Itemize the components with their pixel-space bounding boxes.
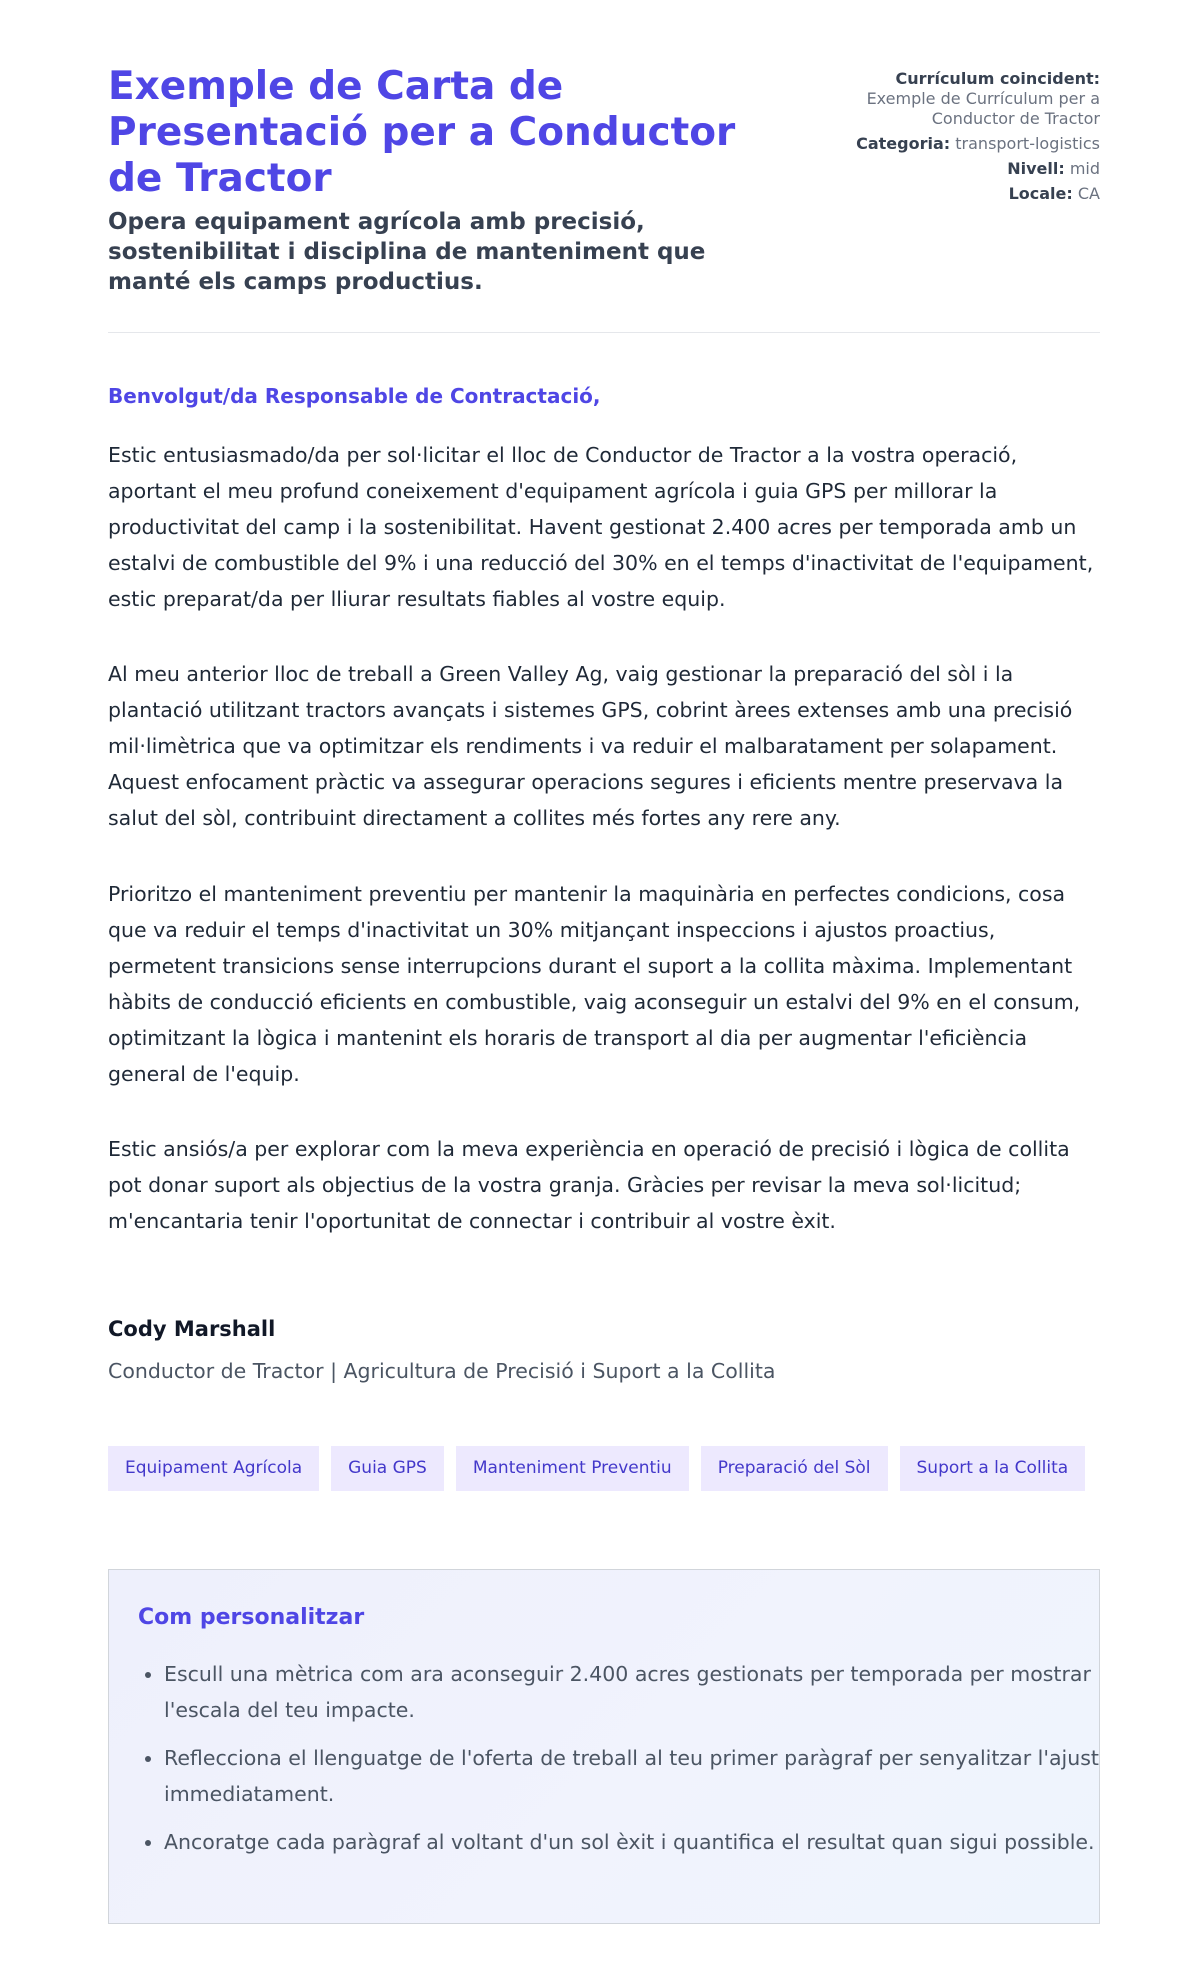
tip-item: • Escull una mètrica com ara aconseguir 2.400 acres gestionats per temporada per mostrar l'escala del teu impacte. [164,1656,1099,1728]
locale-value: CA [1077,184,1100,203]
matching-resume-title: Exemple de Currículum per a Conductor de Tractor [866,89,1100,128]
skill-tag: Guia GPS [331,1446,444,1491]
customization-tips-box [108,1569,1100,1924]
level-value: mid [1069,159,1100,178]
tips-title: Com personalitzar [138,1605,365,1630]
tips-list [138,1656,1099,1872]
header-divider [108,332,1100,333]
category-label: Categoria: [856,134,951,153]
page-subtitle: Opera equipament agrícola amb precisió, sostenibilitat i disciplina de manteniment que manté els camps productius. [108,209,706,295]
level-label: Nivell: [1007,159,1065,178]
metadata-panel [800,68,1100,204]
signature-name: Cody Marshall [108,1317,276,1341]
letter-paragraph: Prioritzo el manteniment preventiu per mantenir la maquinària en perfectes condicions, cosa que va reduir el temps d'inactivitat un 30% mitjançant inspeccions i ajustos proactius, permetent transicions sense interrupcions durant el suport a la collita màxima. Implementant hàbits de conducció eficients en combustible, vaig aconseguir un estalvi del 9% en el consum, optimitzant la lògica i mantenint els horaris de transport al dia per augmentar l'eficiència general de l'equip. [108,882,1081,1086]
skill-tag: Suport a la Collita [900,1446,1086,1491]
skill-tag: Manteniment Preventiu [456,1446,689,1491]
category-value: transport-logistics [955,134,1100,153]
locale-row [800,183,1100,204]
tip-item: • Ancoratge cada paràgraf al voltant d'un sol èxit i quantifica el resultat quan sigui possible. [164,1824,1099,1860]
skill-tags [108,1446,1085,1491]
signature-title: Conductor de Tractor | Agricultura de Precisió i Suport a la Collita [108,1359,776,1383]
skill-tag: Preparació del Sòl [701,1446,888,1491]
page-title: Exemple de Carta de Presentació per a Conductor de Tractor [108,64,736,201]
tip-item: • Reflecciona el llenguatge de l'oferta de treball al teu primer paràgraf per senyalitzar l'ajust immediatament. [164,1740,1099,1812]
letter-paragraph: Estic ansiós/a per explorar com la meva experiència en operació de precisió i lògica de collita pot donar suport als objectius de la vostra granja. Gràcies per revisar la meva sol·licitud; m'encantaria tenir l'oportunitat de connectar i contribuir al vostre èxit. [108,1137,1070,1233]
matching-resume-label: Currículum coincident: [895,69,1100,88]
category-row [800,133,1100,154]
letter-paragraph: Estic entusiasmado/da per sol·licitar el lloc de Conductor de Tractor a la vostra operació, aportant el meu profund coneixement d'equipament agrícola i guia GPS per millorar la productivitat del camp i la sostenibilitat. Havent gestionat 2.400 acres per temporada amb un estalvi de combustible del 9% i una reducció del 30% en el temps d'inactivitat de l'equipament, estic preparat/da per lliurar resultats fiables al vostre equip. [108,443,1094,611]
letter-greeting: Benvolgut/da Responsable de Contractació, [108,384,601,408]
letter-paragraph: Al meu anterior lloc de treball a Green Valley Ag, vaig gestionar la preparació del sòl i la plantació utilitzant tractors avançats i sistemes GPS, cobrint àrees extenses amb una precisió mil·limètrica que va optimitzar els rendiments i va reduir el malbaratament per solapament. Aquest enfocament pràctic va assegurar operacions segures i eficients mentre preservava la salut del sòl, contribuint directament a collites més fortes any rere any. [108,662,1073,830]
level-row [800,158,1100,179]
skill-tag: Equipament Agrícola [108,1446,319,1491]
locale-label: Locale: [1008,184,1073,203]
